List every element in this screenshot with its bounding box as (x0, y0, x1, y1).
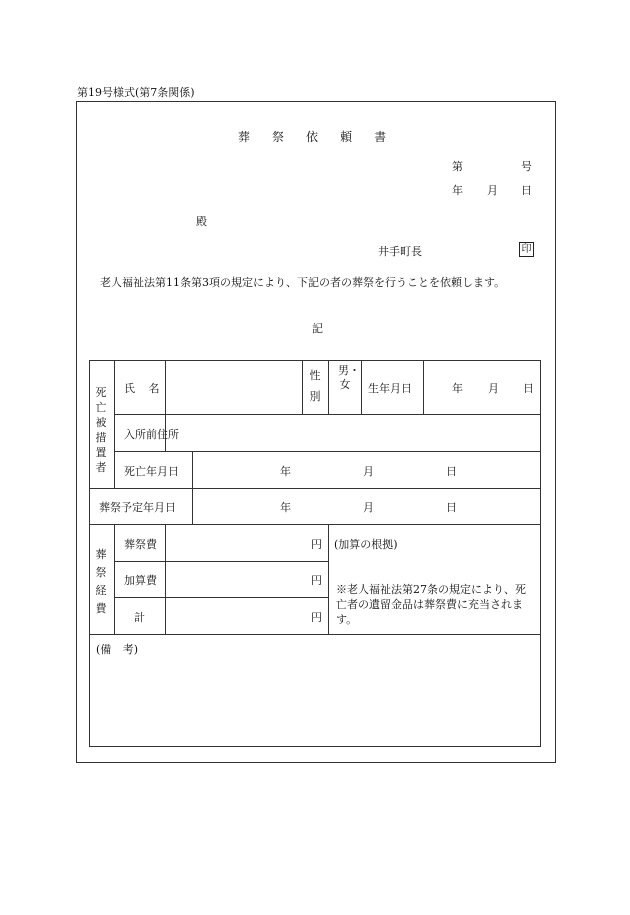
birth-day: 日 (523, 382, 534, 395)
ki-label: 記 (312, 322, 323, 335)
expenses-group-label: 葬祭経費 (95, 548, 107, 615)
mayor-label: 井手町長 (378, 245, 422, 258)
funeral-month: 月 (363, 501, 374, 514)
expense-row-label: 葬祭費 (124, 538, 157, 551)
funeral-day: 日 (446, 501, 457, 514)
doc-no-prefix: 第 (452, 160, 463, 173)
sex-value: 男・女 (338, 364, 360, 391)
name-label: 氏 名 (124, 382, 160, 395)
form-number: 第19号様式(第7条関係) (77, 86, 195, 99)
expense-note: ※老人福祉法第27条の規定により、死亡者の遺留金品は葬祭費に充当されます。 (336, 583, 526, 626)
basis-label: (加算の根拠) (334, 538, 398, 551)
expense-row-label: 加算費 (124, 574, 157, 587)
seal-mark: 印 (519, 242, 534, 257)
form-title (238, 128, 386, 145)
prev-address-label: 入所前住所 (124, 428, 179, 441)
title-char: 書 (374, 130, 387, 144)
expense-row-unit: 円 (311, 574, 322, 587)
title-char: 頼 (340, 130, 353, 144)
remarks-label: (備 考) (96, 643, 139, 656)
death-day: 日 (446, 465, 457, 478)
birth-year: 年 (452, 382, 463, 395)
addressee-suffix: 殿 (196, 215, 207, 228)
request-text: 老人福祉法第11条第3項の規定により、下記の者の葬祭を行うことを依頼します。 (100, 276, 506, 289)
title-char: 祭 (272, 130, 285, 144)
deceased-group-label: 死亡被措置者 (95, 386, 107, 474)
expense-row-unit: 円 (311, 538, 322, 551)
death-month: 月 (363, 465, 374, 478)
funeral-date-label: 葬祭予定年月日 (99, 501, 176, 514)
death-year: 年 (280, 465, 291, 478)
birth-label: 生年月日 (368, 382, 412, 395)
issue-day: 日 (521, 184, 532, 197)
issue-year: 年 (452, 184, 463, 197)
sex-label: 性別 (309, 369, 321, 403)
funeral-year: 年 (280, 501, 291, 514)
birth-month: 月 (488, 382, 499, 395)
title-char: 依 (306, 130, 319, 144)
death-date-label: 死亡年月日 (124, 465, 179, 478)
title-char: 葬 (238, 130, 251, 144)
expense-row-label: 計 (134, 611, 145, 624)
issue-month: 月 (487, 184, 498, 197)
doc-no-suffix: 号 (521, 160, 532, 173)
expense-row-unit: 円 (311, 611, 322, 624)
